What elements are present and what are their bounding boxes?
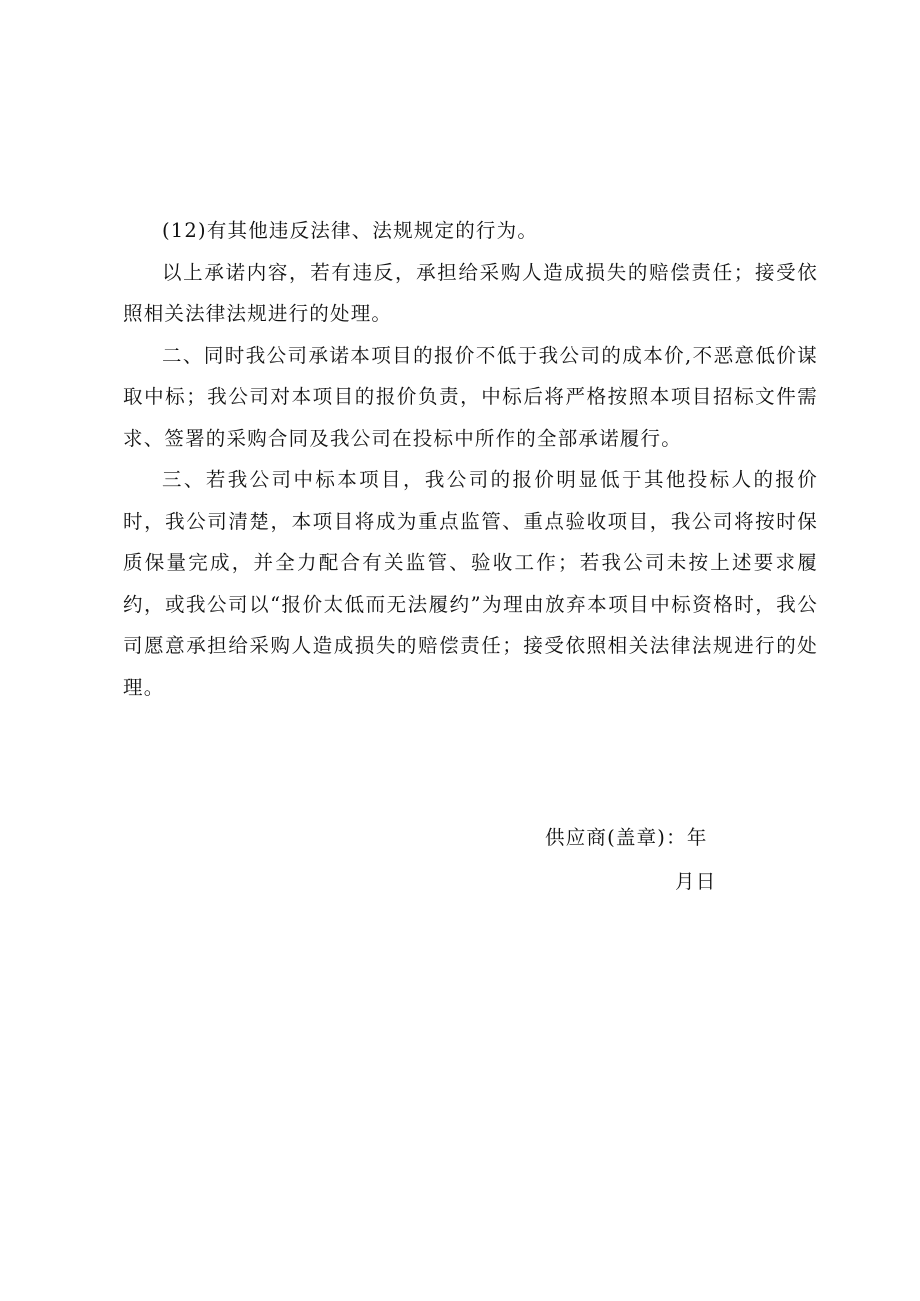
document-body (123, 210, 818, 708)
paragraph-section-two: 二、同时我公司承诺本项目的报价不低于我公司的成本价,不恶意低价谋取中标；我公司对本项目的报价负责，中标后将严格按照本项目招标文件需求、签署的采购合同及我公司在投标中所作的全部承诺履行。 (123, 343, 818, 450)
paragraph-commitment-summary: 以上承诺内容，若有违反，承担给采购人造成损失的赔偿责任；接受依照相关法律法规进行的处理。 (123, 260, 818, 325)
paragraph-item-12: (12)有其他违反法律、法规规定的行为。 (162, 219, 539, 242)
date-label: 月日 (675, 870, 717, 893)
paragraph-section-three: 三、若我公司中标本项目，我公司的报价明显低于其他投标人的报价时，我公司清楚，本项目将成为重点监管、重点验收项目，我公司将按时保质保量完成，并全力配合有关监管、验收工作；若我公司未按上述要求履约，或我公司以“报价太低而无法履约”为理由放弃本项目中标资格时，我公司愿意承担给采购人造成损失的赔偿责任；接受依照相关法律法规进行的处理。 (123, 468, 818, 699)
signature-block (545, 818, 805, 902)
supplier-seal-label: 供应商(盖章)：年 (545, 826, 708, 849)
